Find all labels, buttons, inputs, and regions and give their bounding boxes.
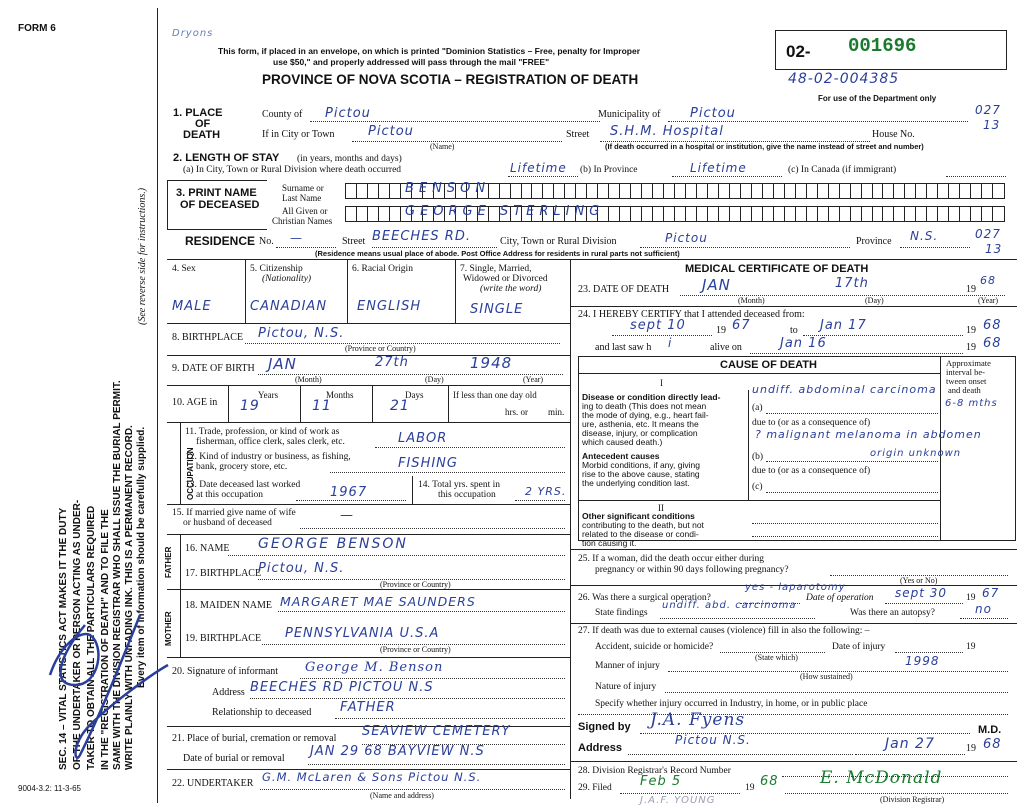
sec14-line-2: OF THE UNDERTAKER OR PERSON ACTING AS UNDER-	[72, 499, 83, 770]
sec14-line-5: SAME WITH THE DIVISION REGISTRAR WHO SHALL ISSUE THE BURIAL PERMIT.	[112, 380, 123, 770]
hrs-label: hrs. or	[505, 407, 528, 417]
q13-line	[296, 500, 406, 501]
q12-label-1: 12. Kind of industry or business, as fishing,	[185, 452, 351, 462]
informant-sig-value[interactable]: George M. Benson	[305, 660, 444, 675]
municipality-line	[668, 121, 968, 122]
q24-to-line	[803, 335, 963, 336]
pen-scribble-icon	[20, 575, 170, 775]
dob-year[interactable]: 1948	[470, 354, 513, 372]
q29-value[interactable]: Feb 5	[640, 774, 682, 789]
days-value[interactable]: 21	[390, 398, 410, 414]
pencil-note: Dryons	[172, 28, 214, 39]
form-number: FORM 6	[18, 23, 56, 34]
date-op-label: Date of operation	[806, 593, 874, 603]
q12-label-2: bank, grocery store, etc.	[196, 462, 288, 472]
stay-a-value[interactable]: Lifetime	[510, 161, 567, 175]
burial-place-label: 21. Place of burial, cremation or removal	[172, 733, 337, 744]
state-which-caption: (State which)	[755, 653, 798, 662]
cause-part2-rule	[578, 500, 940, 501]
q23-year-caption: (Year)	[978, 296, 999, 305]
surname-label-2: Last Name	[282, 193, 322, 203]
mother-maiden-line	[278, 611, 565, 612]
q27-label: 27. If death was due to external causes (violence) fill in also the following: –	[578, 626, 870, 636]
father-name-label: 16. NAME	[185, 543, 230, 554]
mother-maiden-value[interactable]: MARGARET MAE SAUNDERS	[280, 594, 476, 609]
cause-b-value[interactable]: ? malignant melanoma in abdomen	[755, 428, 982, 441]
disease-label-6: which caused death.)	[582, 437, 663, 447]
grid-row-8	[167, 657, 570, 658]
city-label: If in City or Town	[262, 129, 335, 140]
undertaker-value[interactable]: G.M. McLaren & Sons Pictou N.S.	[262, 770, 482, 784]
date-injury-line	[895, 652, 963, 653]
residence-no-line	[276, 247, 336, 248]
dept-code-2: 13	[983, 118, 1001, 132]
given-label-2: Christian Names	[272, 216, 333, 226]
q24-label: 24. I HEREBY CERTIFY that I attended deceased from:	[578, 309, 805, 320]
q11-line	[375, 447, 565, 448]
municipality-label: Municipality of	[598, 109, 661, 120]
q24-to-value[interactable]: Jan 17	[820, 318, 867, 333]
county-line	[310, 121, 600, 122]
interval-label-4: and death	[948, 385, 981, 395]
see-reverse-note: (See reverse side for instructions.)	[137, 187, 148, 325]
undertaker-caption: (Name and address)	[370, 791, 434, 800]
place-label-3: DEATH	[183, 129, 221, 141]
q26-value[interactable]: yes - laparotomy	[745, 582, 846, 593]
residence-street-value[interactable]: BEECHES RD.	[372, 229, 471, 244]
manner-label: Manner of injury	[595, 661, 660, 671]
q24-from-line	[612, 335, 712, 336]
place-label-2: OF	[195, 118, 211, 130]
alive-on-label: alive on	[710, 342, 742, 353]
q24-from-year[interactable]: 67	[732, 318, 751, 333]
cause-b-value-2[interactable]: origin unknown	[870, 448, 962, 459]
months-label: Months	[326, 390, 354, 400]
disease-label-4: ure, asthenia, etc. It means the	[582, 419, 699, 429]
sex-label: 4. Sex	[172, 264, 196, 274]
findings-label: State findings	[595, 608, 648, 618]
dob-day[interactable]: 27th	[375, 355, 409, 370]
q28-label: 28. Division Registrar's Record Number	[578, 766, 731, 776]
county-value[interactable]: Pictou	[325, 106, 371, 121]
sign-date-prefix: 19	[966, 743, 976, 754]
nature-line	[665, 692, 1008, 693]
sec14-line-3: TAKER TO OBTAIN ALL THE PARTICULARS REQUIRED	[86, 505, 97, 770]
date-injury-label: Date of injury	[832, 642, 886, 652]
residence-province-line	[900, 247, 970, 248]
stay-b-value[interactable]: Lifetime	[690, 161, 747, 175]
citizenship-sub: (Nationality)	[262, 274, 312, 284]
part-ii: II	[658, 503, 664, 513]
burial-place-value[interactable]: SEAVIEW CEMETERY	[362, 724, 511, 739]
stay-a-line	[508, 176, 578, 177]
birthplace-caption: (Province or Country)	[345, 344, 416, 353]
dob-month-caption: (Month)	[295, 375, 322, 384]
q14-label-1: 14. Total yrs. spent in	[418, 480, 501, 490]
nature-label: Nature of injury	[595, 682, 657, 692]
antecedent-label-2: Morbid conditions, if any, giving	[582, 460, 700, 470]
grid-top-rule	[167, 259, 1017, 260]
sec14-line-4: IN THE "REGISTRATION OF DEATH" AND TO FILE THE	[100, 509, 111, 770]
grid-row-7	[167, 589, 570, 590]
q11-value[interactable]: LABOR	[398, 431, 448, 446]
age-v2	[300, 385, 301, 422]
dept-use-label: For use of the Department only	[818, 94, 937, 103]
days-label: Days	[405, 390, 424, 400]
marital-label-2: Widowed or Divorced	[463, 274, 548, 284]
deceased-label-1: 3. PRINT NAME	[176, 187, 257, 199]
stay-c-line	[946, 176, 1006, 177]
sec14-line-6: WRITE PLAINLY WITH UNFADING INK. THIS IS A PERMANENT RECORD.	[124, 425, 135, 770]
q25-label-1: 25. If a woman, did the death occur either during	[578, 554, 764, 564]
spouse-label-1: 15. If married give name of wife	[172, 508, 296, 518]
interval-label-2: interval be-	[946, 367, 985, 377]
mother-maiden-label: 18. MAIDEN NAME	[185, 600, 272, 611]
undertaker-line	[260, 789, 565, 790]
date-op-line	[885, 603, 963, 604]
signed-value[interactable]: J.A. Fyens	[650, 710, 746, 730]
marital-label-1: 7. Single, Married,	[460, 264, 532, 274]
father-name-value[interactable]: GEORGE BENSON	[258, 536, 408, 552]
interval-label-3: tween onset	[946, 376, 987, 386]
cause-a-interval[interactable]: 6-8 mths	[945, 398, 998, 409]
father-birthplace-value[interactable]: Pictou, N.S.	[258, 561, 345, 576]
med-row-4	[570, 623, 1017, 624]
age-v3	[372, 385, 373, 422]
q13-label-1: 13. Date deceased last worked	[185, 480, 301, 490]
antecedent-label-4: the underlying condition last.	[582, 478, 690, 488]
marital-value[interactable]: SINGLE	[470, 302, 524, 317]
racial-label: 6. Racial Origin	[352, 264, 413, 274]
municipality-value[interactable]: Pictou	[690, 106, 736, 121]
spouse-line	[300, 528, 565, 529]
q25-yes-no: (Yes or No)	[900, 576, 938, 585]
cause-header: CAUSE OF DEATH	[720, 359, 817, 371]
informant-address-value[interactable]: BEECHES RD PICTOU N.S	[250, 680, 434, 695]
residence-no-label: No.	[259, 236, 274, 247]
informant-relationship-value[interactable]: FATHER	[340, 700, 396, 715]
other-line-1	[752, 523, 938, 524]
q12-value[interactable]: FISHING	[398, 456, 458, 471]
residence-street-label: Street	[342, 236, 366, 247]
q23-label: 23. DATE OF DEATH	[578, 284, 670, 295]
interval-label-1: Approximate	[946, 358, 991, 368]
grid-v3	[455, 259, 456, 323]
q24-from-year-prefix: 19	[716, 325, 726, 336]
q23-line	[680, 295, 1005, 296]
reg-number: 001696	[848, 35, 917, 57]
registration-number-box	[775, 30, 1007, 70]
grid-v1	[245, 259, 246, 323]
age-v4	[448, 385, 449, 422]
medical-header: MEDICAL CERTIFICATE OF DEATH	[685, 263, 869, 275]
stay-label: 2. LENGTH OF STAY	[173, 152, 280, 164]
surname-value[interactable]: BENSON	[405, 181, 491, 196]
registrar-line	[785, 793, 1008, 794]
mother-birthplace-label: 19. BIRTHPLACE	[185, 633, 262, 644]
racial-value[interactable]: ENGLISH	[357, 299, 422, 314]
address-value[interactable]: Pictou N.S.	[675, 733, 751, 747]
q23-month-caption: (Month)	[738, 296, 765, 305]
other-label-3: related to the disease or condi-	[582, 529, 699, 539]
dept-code-3: 027	[975, 227, 1001, 241]
marital-label-3: (write the word)	[480, 284, 542, 294]
antecedent-label-1: Antecedent causes	[582, 451, 660, 461]
age-label: 10. AGE in	[172, 397, 218, 408]
mailing-notice-1: This form, if placed in an envelope, on which is printed "Dominion Statistics – Free, penalty for Improper	[218, 46, 641, 56]
less-day-label: If less than one day old	[453, 390, 537, 400]
q12-line	[330, 472, 565, 473]
other-label-2: contributing to the death, but not	[582, 520, 704, 530]
specify-line	[578, 714, 1008, 715]
cause-a-value[interactable]: undiff. abdominal carcinoma	[752, 383, 937, 396]
burial-date-value[interactable]: JAN 29 68 BAYVIEW N.S	[310, 744, 485, 759]
date-op-value[interactable]: sept 30	[895, 586, 948, 600]
dept-code-1: 027	[975, 103, 1001, 117]
q29-line	[620, 793, 740, 794]
med-row-1	[570, 306, 1017, 307]
alive-year[interactable]: 68	[983, 336, 1002, 351]
q13-label-2: at this occupation	[196, 490, 264, 500]
q24-from-value[interactable]: sept 10	[630, 318, 686, 333]
dept-number: 48-02-004385	[788, 71, 900, 87]
house-label: House No.	[872, 129, 915, 140]
q11-label-1: 11. Trade, profession, or kind of work as	[185, 427, 340, 437]
disease-label-2: ing to death (This does not mean	[582, 401, 707, 411]
years-value[interactable]: 19	[240, 398, 260, 414]
q26-label: 26. Was there a surgical operation?	[578, 593, 711, 603]
other-label-4: tion causing it.	[582, 538, 637, 548]
q23-year-prefix: 19	[966, 284, 976, 295]
due-to-label-2: due to (or as a consequence of)	[752, 466, 871, 476]
q23-year[interactable]: 68	[980, 274, 996, 287]
residence-note: (Residence means usual place of abode. Post Office Address for residents in rural parts not sufficient)	[315, 249, 680, 258]
min-label: min.	[548, 407, 565, 417]
q23-day[interactable]: 17th	[835, 276, 869, 291]
informant-sig-label: 20. Signature of informant	[172, 666, 279, 677]
city-line	[352, 141, 562, 142]
grid-row-4	[167, 422, 570, 423]
dob-month[interactable]: JAN	[268, 355, 297, 373]
address-label: Address	[578, 742, 623, 754]
informant-sig-line	[300, 678, 565, 679]
q24-to-label: to	[790, 325, 798, 336]
burial-date-label: Date of burial or removal	[183, 753, 285, 764]
cause-header-rule	[578, 373, 940, 374]
other-label-1: Other significant conditions	[582, 511, 695, 521]
city-value[interactable]: Pictou	[368, 124, 414, 139]
reg-prefix: 02-	[786, 42, 811, 61]
dob-year-caption: (Year)	[523, 375, 544, 384]
occ-side-rule	[180, 422, 181, 504]
informant-relationship-label: Relationship to deceased	[212, 707, 312, 718]
accident-label: Accident, suicide or homicide?	[595, 642, 714, 652]
citizenship-label: 5. Citizenship	[250, 264, 303, 274]
last-saw-mark[interactable]: i	[668, 336, 673, 350]
stay-a-label: (a) In City, Town or Rural Division where death occurred	[183, 165, 402, 175]
years-label: Years	[258, 390, 279, 400]
residence-province-value[interactable]: N.S.	[910, 229, 939, 243]
cause-b-line	[766, 461, 938, 462]
hospital-note: (If death occurred in a hospital or institution, give the name instead of street and number)	[605, 142, 924, 151]
citizenship-value[interactable]: CANADIAN	[250, 299, 328, 314]
manner-value[interactable]: 1998	[905, 654, 940, 668]
street-value[interactable]: S.H.M. Hospital	[610, 124, 724, 139]
q25-label-2: pregnancy or within 90 days following pregnancy?	[595, 565, 789, 575]
stay-sub: (in years, months and days)	[297, 154, 402, 164]
address-line	[628, 754, 853, 755]
q14-label-2: this occupation	[438, 490, 496, 500]
cause-c-label: (c)	[752, 482, 763, 492]
autopsy-value[interactable]: no	[975, 602, 992, 616]
birthplace-value[interactable]: Pictou, N.S.	[258, 326, 345, 341]
mother-birthplace-caption: (Province or Country)	[380, 645, 451, 654]
burial-date-line	[308, 764, 565, 765]
due-to-label-1: due to (or as a consequence of)	[752, 418, 871, 428]
dept-code-4: 13	[985, 242, 1003, 256]
sign-date-year[interactable]: 68	[983, 737, 1002, 752]
cause-inner-rule	[748, 390, 749, 500]
signed-label: Signed by	[578, 721, 631, 733]
disease-label-3: the mode of dying, e.g., heart fail-	[582, 410, 709, 420]
stay-c-label: (c) In Canada (if immigrant)	[788, 165, 897, 175]
md-label: M.D.	[978, 724, 1002, 736]
q13-value[interactable]: 1967	[330, 485, 368, 500]
mother-birthplace-value[interactable]: PENNSYLVANIA U.S.A	[285, 626, 440, 641]
occ-v13	[412, 476, 413, 504]
father-side-rule	[180, 534, 181, 589]
name-caption: (Name)	[430, 142, 455, 151]
q23-month[interactable]: JAN	[702, 276, 731, 294]
q24-to-year[interactable]: 68	[983, 318, 1002, 333]
date-op-year-prefix: 19	[966, 593, 976, 603]
grid-row-1	[167, 323, 570, 324]
surname-label-1: Surname or	[282, 183, 324, 193]
grid-row-6	[167, 534, 570, 535]
q14-value[interactable]: 2 YRS.	[525, 485, 567, 498]
given-label-1: All Given or	[282, 206, 328, 216]
residence-city-label: City, Town or Rural Division	[500, 236, 617, 247]
grid-row-5	[167, 504, 570, 505]
cause-c-line	[766, 492, 938, 493]
autopsy-label: Was there an autopsy?	[850, 608, 935, 618]
form-title: PROVINCE OF NOVA SCOTIA – REGISTRATION OF DEATH	[262, 72, 639, 87]
residence-province-label: Province	[856, 236, 892, 247]
residence-label: RESIDENCE	[185, 234, 256, 248]
residence-city-value[interactable]: Pictou	[665, 231, 708, 245]
grid-v2	[347, 259, 348, 323]
date-op-year[interactable]: 67	[982, 586, 1000, 600]
q11-label-2: fisherman, office clerk, sales clerk, etc.	[196, 437, 345, 447]
alive-value[interactable]: Jan 16	[780, 336, 827, 351]
q23-day-caption: (Day)	[865, 296, 884, 305]
mother-section-label: MOTHER	[164, 611, 173, 646]
informant-address-label: Address	[212, 687, 245, 698]
father-birthplace-label: 17. BIRTHPLACE	[185, 568, 262, 579]
father-name-line	[228, 555, 565, 556]
cause-b-label: (b)	[752, 452, 764, 462]
disease-label-5: disease, injury, or complication	[582, 428, 698, 438]
dob-day-caption: (Day)	[425, 375, 444, 384]
q14-line	[515, 500, 565, 501]
residence-no-value[interactable]: —	[290, 231, 303, 245]
given-name-value[interactable]: GEORGE STERLING	[405, 204, 605, 219]
stay-b-label: (b) In Province	[580, 165, 638, 175]
sec14-line-1: SEC. 14 – VITAL STATISTICS ACT MAKES IT THE DUTY	[58, 507, 69, 770]
sign-date-value[interactable]: Jan 27	[885, 736, 935, 752]
disease-label-1: Disease or condition directly lead-	[582, 392, 721, 402]
q29-label: 29. Filed	[578, 783, 612, 793]
dob-label: 9. DATE OF BIRTH	[172, 363, 255, 374]
spouse-value[interactable]: —	[340, 508, 354, 523]
father-section-label: FATHER	[164, 546, 173, 578]
age-v1	[228, 385, 229, 422]
birthplace-label: 8. BIRTHPLACE	[172, 332, 244, 343]
undertaker-label: 22. UNDERTAKER	[172, 778, 254, 789]
deceased-label-2: OF DECEASED	[180, 199, 260, 211]
county-label: County of	[262, 109, 303, 120]
informant-relationship-line	[335, 718, 565, 719]
part-i: I	[660, 378, 663, 388]
pencil-name: J.A.F. YOUNG	[640, 795, 716, 806]
registrar-signature[interactable]: E. McDonald	[820, 768, 943, 788]
med-row-5	[570, 761, 1017, 762]
sign-date-line	[855, 754, 965, 755]
street-label: Street	[566, 129, 590, 140]
med-row-2	[570, 549, 1017, 550]
findings-value[interactable]: undiff. abd. carcinoma	[662, 600, 797, 611]
months-value[interactable]: 11	[312, 398, 332, 414]
antecedent-label-3: rise to the above cause, stating	[582, 469, 700, 479]
q29-year[interactable]: 68	[760, 774, 779, 789]
alive-year-prefix: 19	[966, 342, 976, 353]
informant-address-line	[250, 698, 565, 699]
place-label-1: 1. PLACE	[173, 107, 223, 119]
q29-year-prefix: 19	[745, 783, 755, 793]
mother-side-rule	[180, 589, 181, 657]
residence-city-line	[640, 247, 850, 248]
specify-label: Specify whether injury occurred in Industry, in home, or in public place	[595, 699, 868, 709]
stay-b-line	[672, 176, 782, 177]
findings-line	[660, 618, 815, 619]
mailing-notice-2: use $50," and properly addressed will pass through the mail "FREE"	[273, 57, 550, 67]
spouse-label-2: or husband of deceased	[183, 518, 272, 528]
autopsy-line	[960, 618, 1008, 619]
alive-line	[750, 353, 963, 354]
last-saw-label: and last saw h	[595, 342, 652, 353]
footer-code: 9004-3.2: 11-3-65	[18, 784, 82, 793]
date-injury-prefix: 19	[966, 642, 976, 652]
cause-a-line	[766, 413, 938, 414]
how-sustained-caption: (How sustained)	[800, 672, 853, 681]
occupation-section-label: OCCUPATION	[186, 447, 195, 500]
registrar-caption: (Division Registrar)	[880, 795, 945, 804]
grid-center-rule	[570, 259, 571, 799]
other-line-2	[752, 536, 938, 537]
every-item-note: Every item of information should be carefully supplied.	[136, 426, 147, 688]
father-birthplace-caption: (Province or Country)	[380, 580, 451, 589]
cause-a-label: (a)	[752, 403, 763, 413]
sex-value[interactable]: MALE	[172, 299, 212, 314]
residence-street-line	[372, 247, 497, 248]
q24-to-year-prefix: 19	[966, 325, 976, 336]
